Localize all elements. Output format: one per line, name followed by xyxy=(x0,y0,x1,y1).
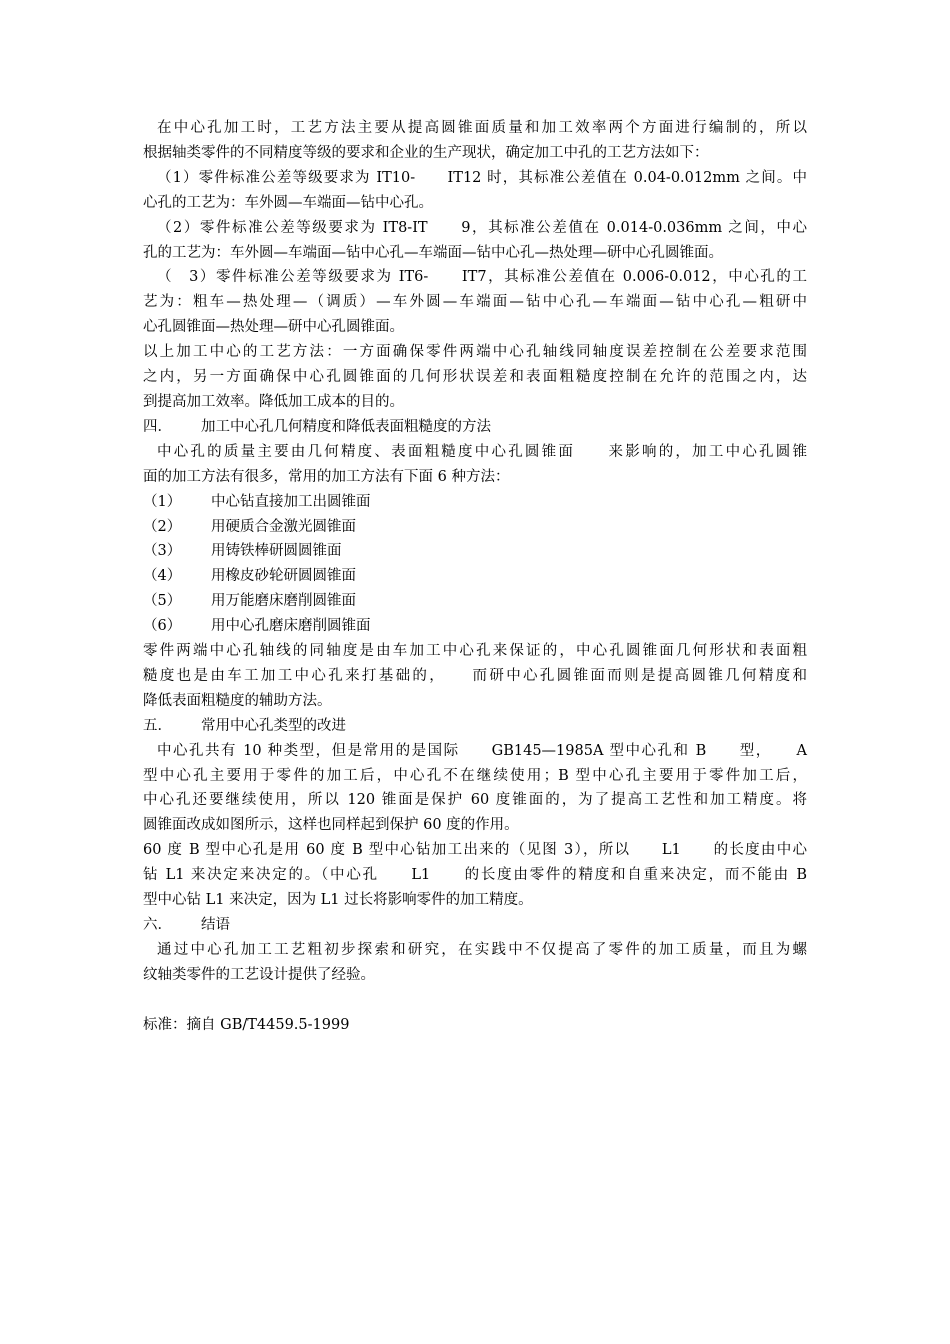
list-text: 用铸铁棒研圆圆锥面 xyxy=(211,543,342,560)
text-line: 面的加工方法有很多，常用的加工方法有下面 6 种方法： xyxy=(143,468,510,485)
text-line: 降低表面粗糙度的辅助方法。 xyxy=(143,692,332,709)
list-item xyxy=(143,515,807,540)
section-heading-5 xyxy=(143,714,807,739)
heading-number: 六． xyxy=(143,917,172,933)
text-line: 到提高加工效率。降低加工成本的目的。 xyxy=(143,393,404,410)
text-line: 在中心孔加工时，工艺方法主要从提高圆锥面质量和加工效率两个方面进行编制的，所以 xyxy=(157,120,807,136)
heading-number: 四． xyxy=(143,418,172,435)
list-number: （5） xyxy=(143,593,182,610)
list-item xyxy=(143,589,807,614)
paragraph-level-1-cont xyxy=(143,191,807,216)
list-number: （3） xyxy=(143,543,182,560)
heading-number: 五． xyxy=(143,717,172,734)
text-line: 艺为：粗车—热处理—（调质）—车外圆—车端面—钻中心孔—车端面—钻中心孔—粗研中 xyxy=(143,294,807,311)
heading-text: 结语 xyxy=(201,917,230,933)
paragraph-hole-types-cont xyxy=(143,764,807,839)
text-line: 零件两端中心孔轴线的同轴度是由车加工中心孔来保证的，中心孔圆锥面几何形状和表面粗 xyxy=(143,643,807,660)
list-number: （4） xyxy=(143,568,182,585)
text-line: 心孔的工艺为：车外圆—车端面—钻中心孔。 xyxy=(143,194,433,211)
text-line: 心孔圆锥面—热处理—研中心孔圆锥面。 xyxy=(143,319,404,336)
document-body xyxy=(143,116,807,1038)
list-number: （2） xyxy=(143,518,182,535)
section-heading-6 xyxy=(143,913,807,938)
list-item xyxy=(143,564,807,589)
text-line: 标准：摘自 GB/T4459.5-1999 xyxy=(143,1016,350,1033)
text-line: 型中心孔主要用于零件的加工后，中心孔不在继续使用；B 型中心孔主要用于零件加工后， xyxy=(143,767,807,784)
paragraph-level-2-cont xyxy=(143,241,807,266)
list-text: 中心钻直接加工出圆锥面 xyxy=(211,493,371,510)
text-line: 糙度也是由车工加工中心孔来打基础的， 而研中心孔圆锥面而则是提高圆锥几何精度和 xyxy=(143,667,807,684)
paragraph-methods-intro-cont xyxy=(143,465,807,490)
text-line: 以上加工中心的工艺方法：一方面确保零件两端中心孔轴线同轴度误差控制在公差要求范围 xyxy=(143,344,807,361)
methods-list xyxy=(143,490,807,639)
paragraph-level-3-cont xyxy=(143,290,807,340)
text-line: 中心孔的质量主要由几何精度、表面粗糙度中心孔圆锥面 来影响的，加工中心孔圆锥 xyxy=(157,443,807,460)
text-line: 圆锥面改成如图所示，这样也同样起到保护 60 度的作用。 xyxy=(143,817,519,834)
text-line: 中心孔还要继续使用，所以 120 锥面是保护 60 度锥面的，为了提高工艺性和加工精度。将 xyxy=(143,792,807,809)
paragraph-level-3 xyxy=(143,265,807,290)
list-text: 用中心孔磨床磨削圆锥面 xyxy=(211,618,371,635)
list-item xyxy=(143,539,807,564)
text-line: 中心孔共有 10 种类型，但是常用的是国际 GB145—1985A 型中心孔和 B 型， A xyxy=(157,742,807,759)
heading-text: 常用中心孔类型的改进 xyxy=(201,717,346,734)
list-item xyxy=(143,490,807,515)
list-number: （1） xyxy=(143,493,182,510)
list-text: 用橡皮砂轮研圆圆锥面 xyxy=(211,568,356,585)
section-heading-4 xyxy=(143,415,807,440)
list-text: 用万能磨床磨削圆锥面 xyxy=(211,593,356,610)
text-line: 钻 L1 来决定来决定的。（中心孔 L1 的长度由零件的精度和自重来决定，而不能由 B xyxy=(143,867,807,884)
paragraph-methods-intro xyxy=(143,440,807,465)
paragraph-conclusion xyxy=(143,938,807,963)
text-line: （1）零件标准公差等级要求为 IT10- IT12 时，其标准公差值在 0.04-0.012mm 之间。中 xyxy=(157,169,807,186)
text-line: 之内，另一方面确保中心孔圆锥面的几何形状误差和表面粗糙度控制在允许的范围之内，达 xyxy=(143,369,807,386)
text-line: 根据轴类零件的不同精度等级的要求和企业的生产现状，确定加工中孔的工艺方法如下： xyxy=(143,144,709,161)
text-line: （ 3）零件标准公差等级要求为 IT6- IT7，其标准公差值在 0.006-0.012，中心孔的工 xyxy=(157,269,807,286)
text-line: （2）零件标准公差等级要求为 IT8-IT 9，其标准公差值在 0.014-0.036mm 之间，中心 xyxy=(157,219,807,236)
paragraph-summary xyxy=(143,340,807,415)
standard-reference xyxy=(143,1013,807,1038)
paragraph-intro xyxy=(143,116,807,141)
text-line: 通过中心孔加工工艺粗初步探索和研究，在实践中不仅提高了零件的加工质量，而且为螺 xyxy=(157,941,807,958)
spacer xyxy=(143,988,807,1013)
text-line: 纹轴类零件的工艺设计提供了经验。 xyxy=(143,966,375,983)
text-line: 60 度 B 型中心孔是用 60 度 B 型中心钻加工出来的（见图 3），所以 L1 的长度由中心 xyxy=(143,842,807,859)
paragraph-conclusion-cont xyxy=(143,963,807,988)
heading-text: 加工中心孔几何精度和降低表面粗糙度的方法 xyxy=(201,418,491,435)
paragraph-intro-cont xyxy=(143,141,807,166)
paragraph-level-2 xyxy=(143,216,807,241)
paragraph-hole-types xyxy=(143,739,807,764)
text-line: 孔的工艺为：车外圆—车端面—钻中心孔—车端面—钻中心孔—热处理—研中心孔圆锥面。 xyxy=(143,244,723,261)
text-line: 型中心钻 L1 来决定，因为 L1 过长将影响零件的加工精度。 xyxy=(143,892,533,909)
list-item xyxy=(143,614,807,639)
list-number: （6） xyxy=(143,618,182,635)
paragraph-level-1 xyxy=(143,166,807,191)
paragraph-b-type xyxy=(143,838,807,913)
paragraph-coaxiality xyxy=(143,639,807,714)
list-text: 用硬质合金激光圆锥面 xyxy=(211,518,356,535)
